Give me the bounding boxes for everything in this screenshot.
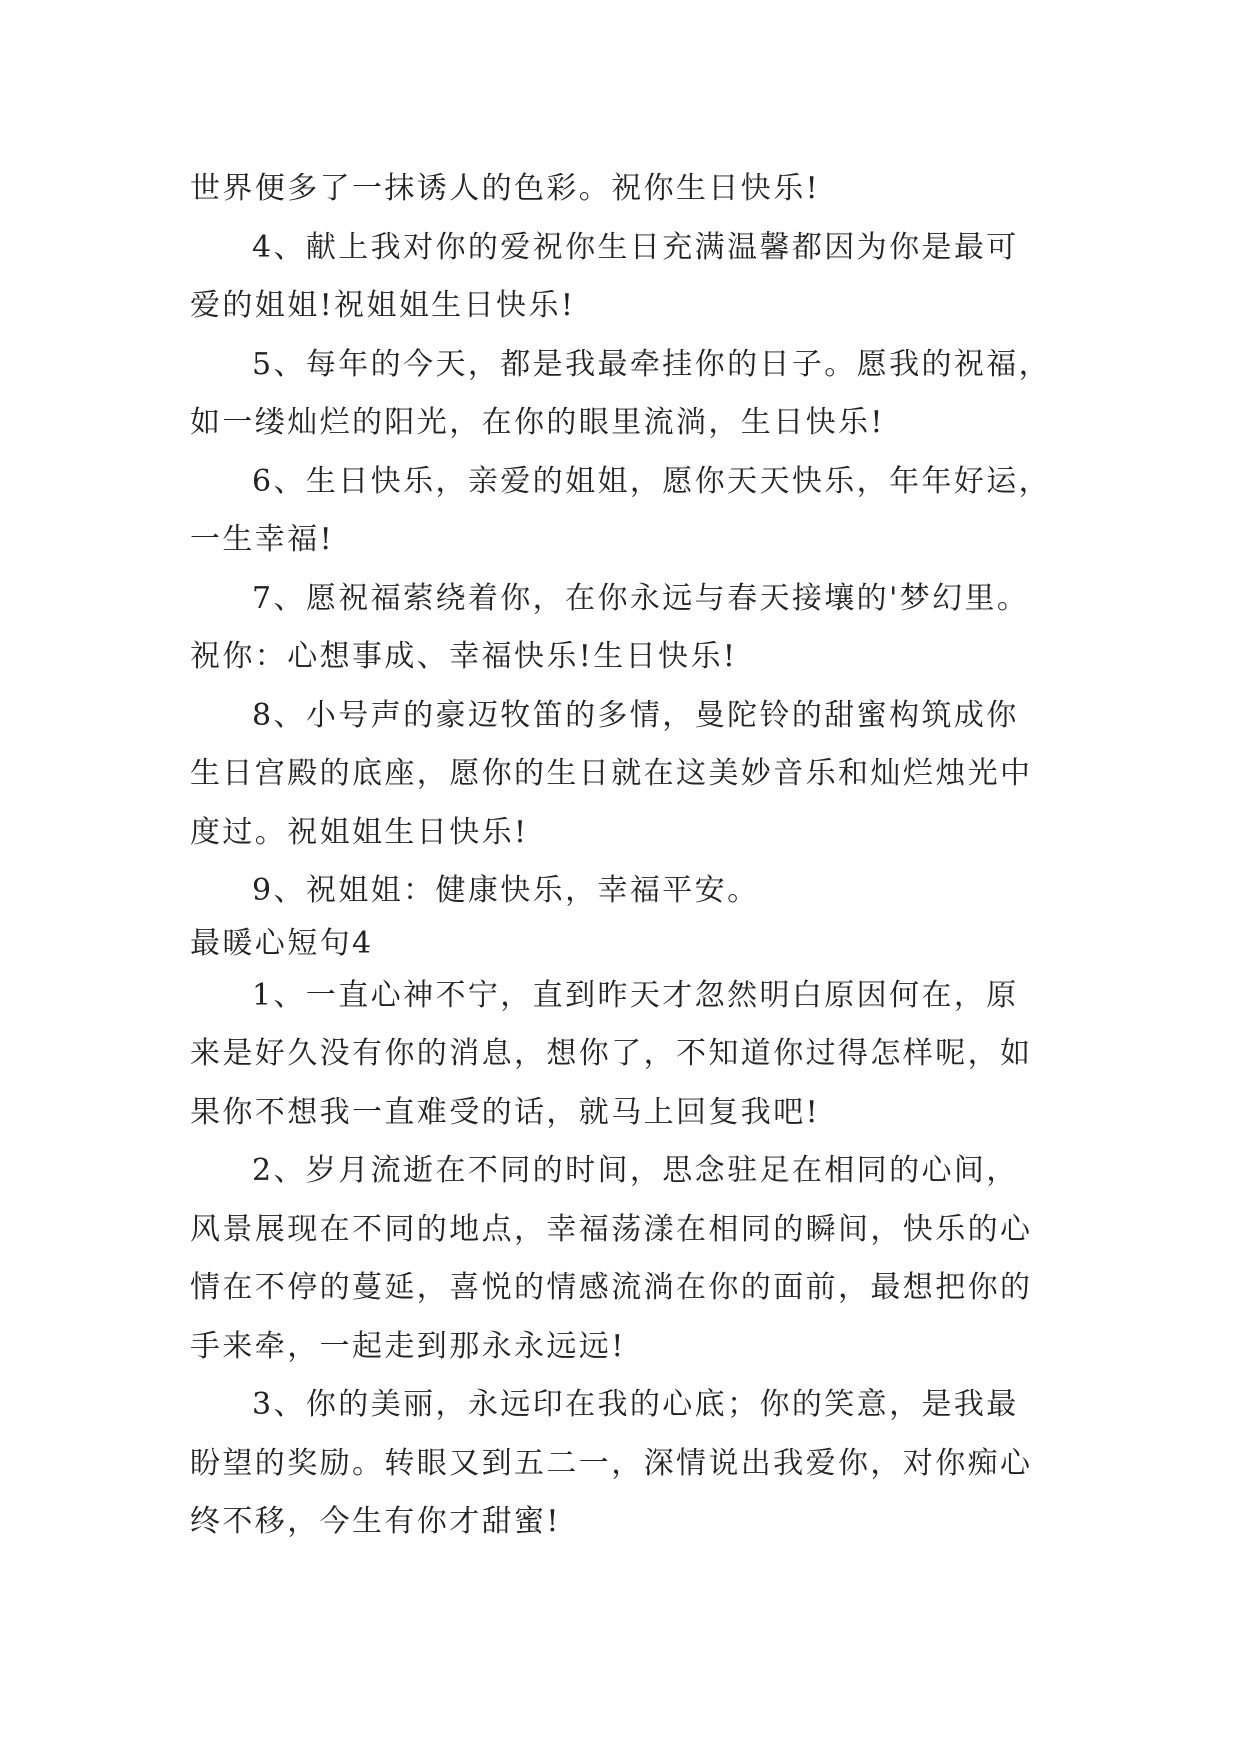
text-line: 如一缕灿烂的阳光，在你的眼里流淌，生日快乐!: [190, 405, 885, 440]
text-line: 9、祝姐姐：健康快乐，幸福平安。: [252, 873, 760, 908]
text-line: 世界便多了一抹诱人的色彩。祝你生日快乐!: [190, 171, 821, 206]
text-line: 一生幸福!: [190, 522, 335, 557]
text-line: 来是好久没有你的消息，想你了，不知道你过得怎样呢，如: [190, 1036, 1033, 1071]
text-line: 度过。祝姐姐生日快乐!: [190, 814, 529, 850]
text-line: 风景展现在不同的地点，幸福荡漾在相同的瞬间，快乐的心: [190, 1211, 1033, 1247]
text-line: 2、岁月流逝在不同的时间，思念驻足在相同的心间，: [252, 1153, 1019, 1188]
text-line: 生日宫殿的底座，愿你的生日就在这美妙音乐和灿烂烛光中: [190, 756, 1033, 791]
text-line: 爱的姐姐!祝姐姐生日快乐!: [190, 288, 576, 323]
text-line: 4、献上我对你的爱祝你生日充满温馨都因为你是最可: [252, 229, 1019, 265]
text-line: 情在不停的蔓延，喜悦的情感流淌在你的面前，最想把你的: [190, 1270, 1033, 1305]
text-line: 3、你的美丽，永远印在我的心底；你的笑意，是我最: [252, 1387, 1019, 1422]
text-line: 终不移，今生有你才甜蜜!: [190, 1504, 561, 1539]
text-line: 6、生日快乐，亲爱的姐姐，愿你天天快乐，年年好运，: [252, 463, 1052, 499]
text-line: 1、一直心神不宁，直到昨天才忽然明白原因何在，原: [252, 977, 1019, 1013]
text-line: 果你不想我一直难受的话，就马上回复我吧!: [190, 1094, 821, 1130]
text-line: 祝你：心想事成、幸福快乐!生日快乐!: [190, 639, 738, 674]
text-line: 5、每年的今天，都是我最牵挂你的日子。愿我的祝福，: [252, 346, 1052, 382]
document-body: [190, 160, 1050, 1552]
text-line: 7、愿祝福萦绕着你，在你永远与春天接壤的'梦幻里。: [252, 580, 1030, 616]
text-line: 手来牵，一起走到那永永远远!: [190, 1328, 626, 1364]
section-heading: 最暖心短句4: [190, 925, 374, 961]
text-line: 盼望的奖励。转眼又到五二一，深情说出我爱你，对你痴心: [190, 1445, 1033, 1481]
text-line: 8、小号声的豪迈牧笛的多情，曼陀铃的甜蜜构筑成你: [252, 697, 1019, 733]
